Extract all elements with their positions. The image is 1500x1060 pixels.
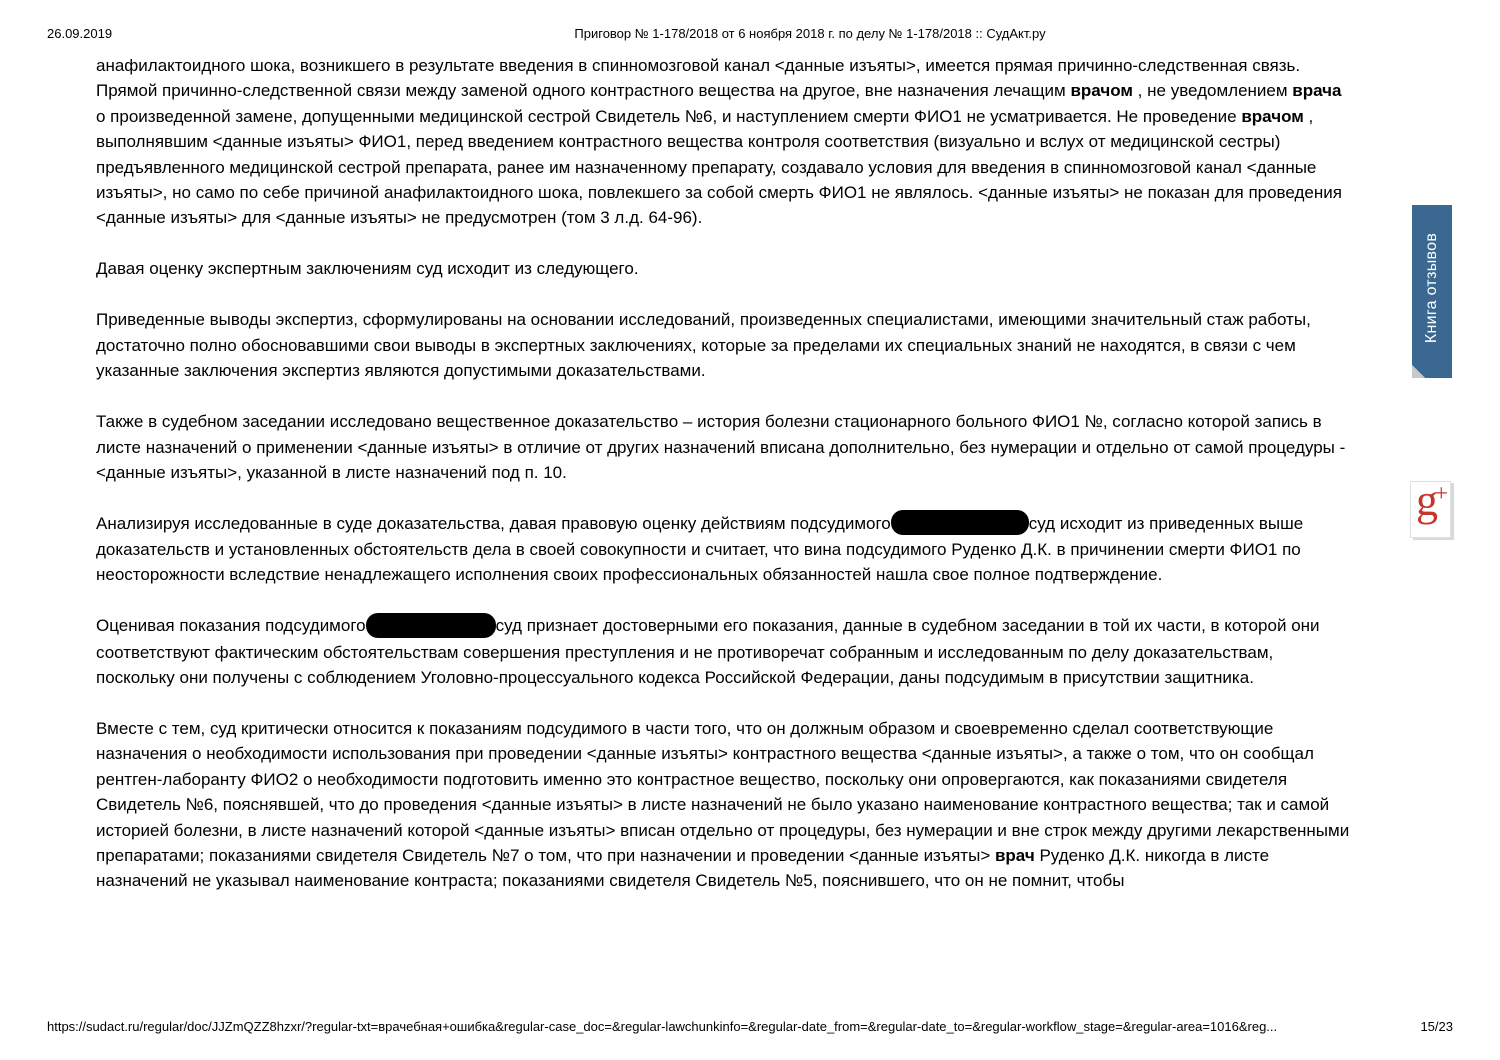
paragraph [96, 511, 1351, 588]
feedback-tab[interactable] [1412, 205, 1452, 378]
text-run: Оценивая показания подсудимого [96, 616, 366, 636]
feedback-tab-label: Книга отзывов [1423, 232, 1440, 344]
text-run: Руденко Д.К. никогда в листе назначений не указывал наименование контраста; показаниями свидетеля Свидетель №5, пояснившего, что он не помнит, чтобы [96, 845, 1270, 891]
text-run: суд исходит из приведенных выше доказательств и установленных обстоятельств дела в своей совокупности и считает, что вина подсудимого Руденко Д.К. в причинении смерти ФИО1 по неосторожности вследствие ненадлежащего исполнения своих профессиональных обязанностей нашла свое полное подтверждение. [96, 514, 1304, 585]
search-term-highlight: врача [1292, 81, 1342, 101]
search-term-highlight: врачом [1070, 81, 1133, 101]
text-run: суд признает достоверными его показания, данные в судебном заседании в той их части, в которой они соответствуют фактическим обстоятельствам совершения преступления и не противоречат собранным и исследованным по делу доказательствам, поскольку они получены с соблюдением Уголовно-процессуального кодекса Российской Федерации, даны подсудимым в присутствии защитника. [96, 616, 1320, 687]
google-plus-icon: g [1416, 476, 1438, 525]
google-plus-plus-sign: + [1434, 481, 1448, 507]
page-title: Приговор № 1-178/2018 от 6 ноября 2018 г. по делу № 1-178/2018 :: СудАкт.ру [574, 26, 1046, 41]
paragraph [96, 53, 1351, 231]
text-run: Также в судебном заседании исследовано вещественное доказательство – история болезни стационарного больного ФИО1 №, согласно которой запись в листе назначений о применении <данные изъяты> в отличие от других назначений вписана дополнительно, без нумерации и отдельно от самой процедуры - <данные изъяты>, указанной в листе назначений под п. 10. [96, 412, 1346, 483]
google-plus-button[interactable] [1410, 476, 1451, 538]
search-term-highlight: врач [994, 845, 1035, 865]
paragraph [96, 256, 1351, 281]
search-term-highlight: врачом [1241, 106, 1304, 126]
paragraph [96, 613, 1351, 690]
text-run: Вместе с тем, суд критически относится к показаниям подсудимого в части того, что он должным образом и своевременно сделал соответствующие назначения о необходимости использования при проведении <данные изъяты> контрастного вещества <данные изъяты>, а также о том, что он сообщал рентген-лаборанту ФИО2 о необходимости подготовить именно это контрастное вещество, поскольку они опровергаются, как показаниями свидетеля Свидетель №6, пояснявшей, что до проведения <данные изъяты> в листе назначений не было указано наименование контрастного вещества; так и самой историей болезни, в листе назначений которой <данные изъяты> вписан отдельно от процедуры, без нумерации и вне строк между другими лекарственными препаратами; показаниями свидетеля Свидетель №7 о том, что при назначении и проведении <данные изъяты> [96, 718, 1350, 865]
paragraph [96, 409, 1351, 485]
page-indicator: 15/23 [1420, 1019, 1453, 1034]
document-body [96, 53, 1351, 919]
text-run: Анализируя исследованные в суде доказательства, давая правовую оценку действиям подсудимого [96, 514, 891, 534]
redaction-box [891, 510, 1029, 535]
text-run: анафилактоидного шока, возникшего в результате введения в спинномозговой канал <данные изъяты>, имеется прямая причинно-следственная связь. Прямой причинно-следственной связи между заменой одного контрастного вещества на другое, вне назначения лечащим [96, 56, 1301, 101]
text-run: о произведенной замене, допущенными медицинской сестрой Свидетель №6, и наступлением смерти ФИО1 не усматривается. Не проведение [96, 106, 1242, 126]
text-run: Давая оценку экспертным заключениям суд исходит из следующего. [96, 259, 639, 279]
paragraph [96, 307, 1351, 383]
text-run: Приведенные выводы экспертиз, сформулированы на основании исследований, произведенных специалистами, имеющими значительный стаж работы, достаточно полно обосновавшими свои выводы в экспертных заключениях, которые за пределами их специальных знаний не находятся, в связи с чем указанные заключения экспертиз являются допустимыми доказательствами. [96, 310, 1311, 381]
text-run: , не уведомлением [1132, 81, 1293, 101]
text-run: , выполнявшим <данные изъяты> ФИО1, перед введением контрастного вещества контроля соответствия (визуально и вслух от медицинской сестры) предъявленного медицинской сестрой препарата, ранее им назначенному препарату, создавало условия для введения в спинномозговой канал <данные изъяты>, но само по себе причиной анафилактоидного шока, повлекшего за собой смерть ФИО1 не являлось. <данные изъяты> не показан для проведения <данные изъяты> для <данные изъяты> не предусмотрен (том 3 л.д. 64-96). [96, 106, 1342, 228]
print-date: 26.09.2019 [47, 26, 113, 41]
footer-url: https://sudact.ru/regular/doc/JJZmQZZ8hzxr/?regular-txt=врачебная+ошибка&regular-case_doc=&regular-lawchunkinfo=&regular-date_from=&regular-date_to=&regular-workflow_stage=&regular-area=1016&reg... [47, 1019, 1278, 1034]
redaction-box [366, 613, 496, 638]
paragraph [96, 716, 1351, 894]
